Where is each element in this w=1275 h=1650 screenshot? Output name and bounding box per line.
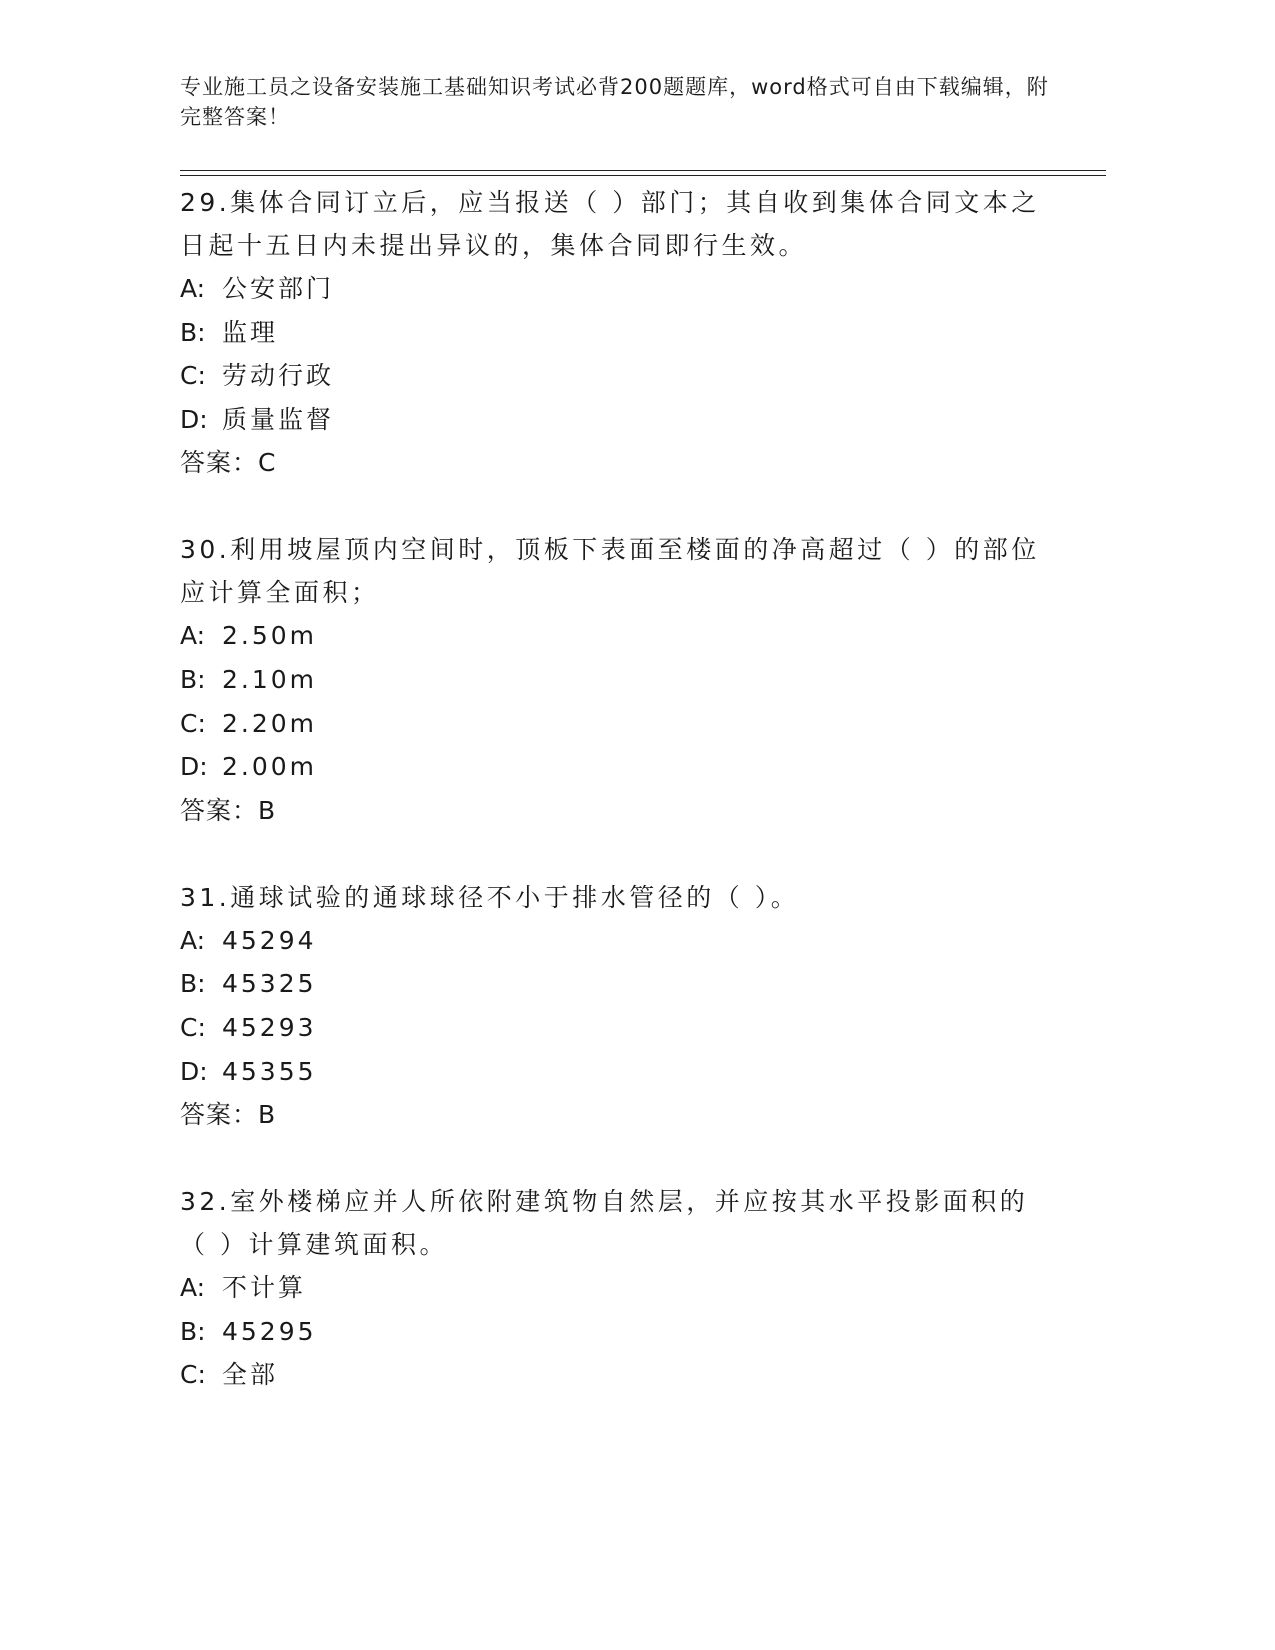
option-text: 监理 bbox=[222, 317, 279, 347]
option-text: 劳动行政 bbox=[222, 361, 335, 391]
option-label: B: bbox=[180, 317, 206, 347]
answer-key: 答案：B bbox=[180, 795, 277, 825]
option-text: 2.00m bbox=[222, 752, 318, 782]
answer-option bbox=[180, 354, 1050, 398]
answer-option bbox=[180, 745, 1050, 789]
answer-option bbox=[180, 658, 1050, 702]
answer-option bbox=[180, 311, 1050, 355]
answer-key: 答案：B bbox=[180, 1100, 277, 1130]
option-label: C: bbox=[180, 1012, 206, 1042]
option-text: 公安部门 bbox=[222, 274, 335, 303]
option-text: 不计算 bbox=[222, 1273, 307, 1303]
answer-option bbox=[180, 919, 1050, 963]
option-label: D: bbox=[180, 752, 208, 782]
answer-option bbox=[180, 614, 1050, 658]
option-label: A: bbox=[180, 274, 206, 303]
question-text: 29.集体合同订立后，应当报送（ ）部门；其自收到集体合同文本之日起十五日内未提出异议的，集体合同即行生效。 bbox=[180, 188, 1040, 260]
option-text: 2.20m bbox=[222, 708, 318, 738]
question-list bbox=[180, 181, 1050, 1440]
option-label: B: bbox=[180, 664, 206, 694]
answer-option bbox=[180, 962, 1050, 1006]
option-text: 2.10m bbox=[222, 664, 318, 694]
option-label: A: bbox=[180, 1273, 206, 1303]
option-label: D: bbox=[180, 404, 208, 434]
answer-option bbox=[180, 1006, 1050, 1050]
option-text: 45325 bbox=[222, 969, 317, 999]
option-text: 全部 bbox=[222, 1360, 279, 1390]
question-text: 32.室外楼梯应并人所依附建筑物自然层，并应按其水平投影面积的（ ）计算建筑面积。 bbox=[180, 1187, 1029, 1260]
option-label: B: bbox=[180, 969, 206, 999]
question-block bbox=[180, 181, 1050, 485]
answer-option bbox=[180, 1050, 1050, 1094]
option-text: 45293 bbox=[222, 1012, 317, 1042]
option-text: 45294 bbox=[222, 925, 317, 955]
question-block bbox=[180, 1180, 1050, 1397]
question-text: 30.利用坡屋顶内空间时，顶板下表面至楼面的净高超过（ ）的部位应计算全面积； bbox=[180, 535, 1040, 608]
question-text: 31.通球试验的通球球径不小于排水管径的（ ）。 bbox=[180, 882, 800, 912]
answer-key: 答案：C bbox=[180, 448, 277, 478]
header-rule-bottom bbox=[180, 175, 1106, 176]
option-label: C: bbox=[180, 1360, 206, 1390]
option-label: D: bbox=[180, 1056, 208, 1086]
header-rule-top bbox=[180, 170, 1106, 171]
answer-option bbox=[180, 267, 1050, 311]
option-label: C: bbox=[180, 708, 206, 738]
option-label: B: bbox=[180, 1316, 206, 1346]
question-block bbox=[180, 528, 1050, 832]
option-label: A: bbox=[180, 621, 206, 651]
answer-option bbox=[180, 1266, 1050, 1310]
document-header: 专业施工员之设备安装施工基础知识考试必背200题题库，word格式可自由下载编辑，附完整答案！ bbox=[180, 75, 1049, 129]
answer-option bbox=[180, 398, 1050, 442]
option-text: 2.50m bbox=[222, 621, 318, 651]
option-text: 质量监督 bbox=[222, 404, 335, 434]
option-label: C: bbox=[180, 361, 206, 391]
question-block bbox=[180, 876, 1050, 1137]
option-label: A: bbox=[180, 925, 206, 955]
answer-option bbox=[180, 1353, 1050, 1397]
answer-option bbox=[180, 702, 1050, 746]
option-text: 45355 bbox=[222, 1056, 317, 1086]
option-text: 45295 bbox=[222, 1316, 317, 1346]
answer-option bbox=[180, 1310, 1050, 1354]
